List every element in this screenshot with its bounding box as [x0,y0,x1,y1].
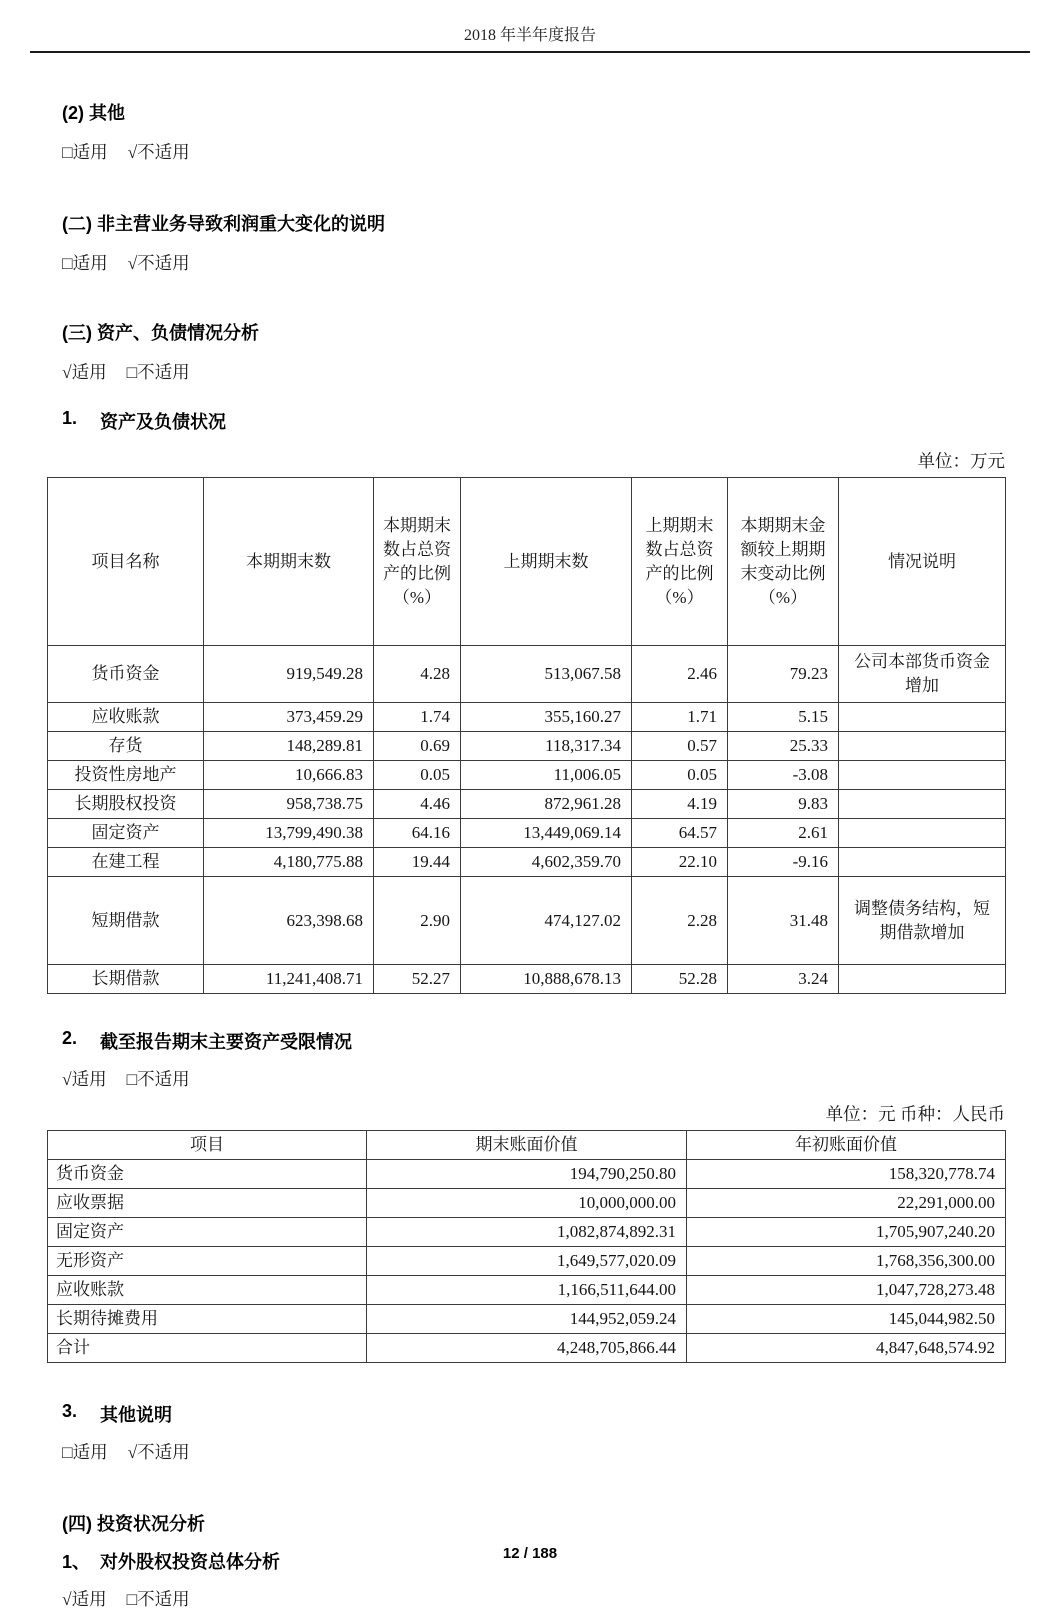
not-applicable-option: □不适用 [126,1589,190,1609]
cell-prior-amount: 513,067.58 [461,646,632,703]
section-heading-other: (2) 其他 [62,103,125,123]
col-header-item-name: 项目名称 [48,478,204,646]
restricted-assets-table [47,1130,1006,1363]
table-row-monetary-funds [48,646,1006,703]
cell-change-ratio: 3.24 [728,965,839,994]
cell-current-ratio: 19.44 [374,848,461,877]
cell-period-end-value: 194,790,250.80 [367,1160,687,1189]
col-header-remark: 情况说明 [839,478,1006,646]
not-applicable-option: □不适用 [126,362,190,382]
col-header-current-period-end: 本期期末数 [204,478,374,646]
applicability-line-restricted-assets [62,1066,1012,1091]
cell-period-end-value: 144,952,059.24 [367,1305,687,1334]
not-applicable-option: √不适用 [127,1442,190,1462]
subsection-heading-other-notes [62,1401,1012,1427]
subsection-title: 其他说明 [100,1405,172,1425]
col-header-item: 项目 [48,1131,367,1160]
cell-current-amount: 373,459.29 [204,703,374,732]
cell-current-ratio: 0.69 [374,732,461,761]
table-row-fixed-assets [48,819,1006,848]
subsection-title: 截至报告期末主要资产受限情况 [100,1032,352,1052]
cell-year-start-value: 145,044,982.50 [687,1305,1006,1334]
section-heading-asset-liability: (三) 资产、负债情况分析 [62,323,259,343]
col-header-change-ratio: 本期期末金额较上期期末变动比例（%） [728,478,839,646]
cell-remark [839,703,1006,732]
unit-note-table1: 单位：万元 [917,451,1005,471]
cell-period-end-value: 10,000,000.00 [367,1189,687,1218]
col-header-prior-ratio: 上期期末数占总资产的比例（%） [632,478,728,646]
applicable-option: √适用 [62,1589,107,1609]
cell-remark [839,790,1006,819]
cell-current-amount: 958,738.75 [204,790,374,819]
applicability-line-asset-liability [62,359,1012,384]
cell-item-name: 固定资产 [48,1218,367,1247]
cell-current-ratio: 4.46 [374,790,461,819]
applicability-line-other-notes [62,1439,1012,1464]
cell-remark [839,848,1006,877]
cell-current-ratio: 52.27 [374,965,461,994]
applicability-line-external-equity [62,1586,1012,1611]
table-row-accounts-receivable [48,1276,1006,1305]
cell-item-name: 长期待摊费用 [48,1305,367,1334]
table-row-accounts-receivable [48,703,1006,732]
cell-prior-amount: 10,888,678.13 [461,965,632,994]
applicable-option: □适用 [62,1442,108,1462]
cell-prior-ratio: 52.28 [632,965,728,994]
subsection-number: 1、 [62,1552,91,1572]
not-applicable-option: □不适用 [126,1069,190,1089]
table1-header-row [48,478,1006,646]
cell-item-name: 短期借款 [48,877,204,965]
cell-prior-amount: 11,006.05 [461,761,632,790]
cell-prior-ratio: 2.46 [632,646,728,703]
cell-change-ratio: 25.33 [728,732,839,761]
cell-year-start-value: 1,047,728,273.48 [687,1276,1006,1305]
cell-change-ratio: -3.08 [728,761,839,790]
cell-change-ratio: 31.48 [728,877,839,965]
cell-current-amount: 623,398.68 [204,877,374,965]
cell-item-name: 长期借款 [48,965,204,994]
cell-remark: 公司本部货币资金增加 [839,646,1006,703]
cell-prior-amount: 474,127.02 [461,877,632,965]
cell-prior-ratio: 64.57 [632,819,728,848]
table-row-long-term-equity-investment [48,790,1006,819]
cell-prior-ratio: 0.05 [632,761,728,790]
not-applicable-option: √不适用 [127,142,190,162]
cell-item-name: 投资性房地产 [48,761,204,790]
page-header-title: 2018 年半年度报告 [463,27,596,44]
table-row-fixed-assets [48,1218,1006,1247]
cell-item-name: 无形资产 [48,1247,367,1276]
cell-prior-amount: 13,449,069.14 [461,819,632,848]
cell-item-name: 货币资金 [48,1160,367,1189]
cell-current-ratio: 0.05 [374,761,461,790]
col-header-current-ratio: 本期期末数占总资产的比例（%） [374,478,461,646]
cell-item-name: 合计 [48,1334,367,1363]
not-applicable-option: √不适用 [127,253,190,273]
table-row-intangible-assets [48,1247,1006,1276]
cell-current-ratio: 2.90 [374,877,461,965]
col-header-year-start-book-value: 年初账面价值 [687,1131,1006,1160]
subsection-title: 资产及负债状况 [100,412,226,432]
cell-item-name: 长期股权投资 [48,790,204,819]
cell-prior-ratio: 4.19 [632,790,728,819]
section-heading-non-main-business: (二) 非主营业务导致利润重大变化的说明 [62,214,385,234]
cell-change-ratio: 9.83 [728,790,839,819]
applicable-option: √适用 [62,1069,107,1089]
table-row-notes-receivable [48,1189,1006,1218]
cell-prior-ratio: 1.71 [632,703,728,732]
cell-item-name: 应收账款 [48,703,204,732]
table-row-short-term-borrowings [48,877,1006,965]
table-row-long-term-deferred-expenses [48,1305,1006,1334]
subsection-number: 1. [62,408,78,428]
col-header-period-end-book-value: 期末账面价值 [367,1131,687,1160]
section-heading-investment-analysis: (四) 投资状况分析 [62,1514,205,1534]
cell-period-end-value: 4,248,705,866.44 [367,1334,687,1363]
cell-item-name: 应收票据 [48,1189,367,1218]
cell-remark [839,732,1006,761]
cell-current-ratio: 64.16 [374,819,461,848]
cell-remark [839,819,1006,848]
cell-change-ratio: 5.15 [728,703,839,732]
header-divider [30,51,1030,53]
cell-change-ratio: 2.61 [728,819,839,848]
cell-current-amount: 11,241,408.71 [204,965,374,994]
applicable-option: □适用 [62,142,108,162]
table-row-long-term-borrowings [48,965,1006,994]
cell-period-end-value: 1,166,511,644.00 [367,1276,687,1305]
page-number: 12 / 188 [502,1545,558,1562]
subsection-number: 3. [62,1401,78,1421]
subsection-number: 2. [62,1028,78,1048]
cell-year-start-value: 1,705,907,240.20 [687,1218,1006,1247]
cell-remark [839,965,1006,994]
applicable-option: □适用 [62,253,108,273]
cell-year-start-value: 4,847,648,574.92 [687,1334,1006,1363]
cell-prior-amount: 872,961.28 [461,790,632,819]
cell-remark [839,761,1006,790]
cell-year-start-value: 158,320,778.74 [687,1160,1006,1189]
cell-year-start-value: 1,768,356,300.00 [687,1247,1006,1276]
subsection-heading-restricted-assets [62,1028,1012,1054]
applicable-option: √适用 [62,362,107,382]
cell-current-ratio: 4.28 [374,646,461,703]
cell-item-name: 存货 [48,732,204,761]
col-header-prior-period-end: 上期期末数 [461,478,632,646]
cell-change-ratio: 79.23 [728,646,839,703]
cell-prior-ratio: 22.10 [632,848,728,877]
cell-current-amount: 919,549.28 [204,646,374,703]
table-row-construction-in-progress [48,848,1006,877]
table2-header-row [48,1131,1006,1160]
table-row-total [48,1334,1006,1363]
cell-prior-amount: 118,317.34 [461,732,632,761]
cell-change-ratio: -9.16 [728,848,839,877]
cell-current-amount: 4,180,775.88 [204,848,374,877]
subsection-title: 对外股权投资总体分析 [100,1552,280,1572]
cell-prior-ratio: 2.28 [632,877,728,965]
cell-prior-ratio: 0.57 [632,732,728,761]
cell-current-amount: 148,289.81 [204,732,374,761]
cell-prior-amount: 355,160.27 [461,703,632,732]
cell-item-name: 在建工程 [48,848,204,877]
cell-current-ratio: 1.74 [374,703,461,732]
cell-remark: 调整债务结构，短期借款增加 [839,877,1006,965]
applicability-line-non-main [62,250,1012,275]
asset-liability-table [47,477,1006,994]
cell-item-name: 固定资产 [48,819,204,848]
table-row-inventory [48,732,1006,761]
subsection-heading-asset-status [62,408,1012,434]
cell-year-start-value: 22,291,000.00 [687,1189,1006,1218]
applicability-line-other [62,139,1012,164]
cell-current-amount: 13,799,490.38 [204,819,374,848]
cell-period-end-value: 1,082,874,892.31 [367,1218,687,1247]
unit-note-table2: 单位：元 币种：人民币 [825,1104,1005,1124]
cell-period-end-value: 1,649,577,020.09 [367,1247,687,1276]
cell-current-amount: 10,666.83 [204,761,374,790]
cell-item-name: 应收账款 [48,1276,367,1305]
table-row-investment-property [48,761,1006,790]
table-row-monetary-funds [48,1160,1006,1189]
cell-prior-amount: 4,602,359.70 [461,848,632,877]
cell-item-name: 货币资金 [48,646,204,703]
